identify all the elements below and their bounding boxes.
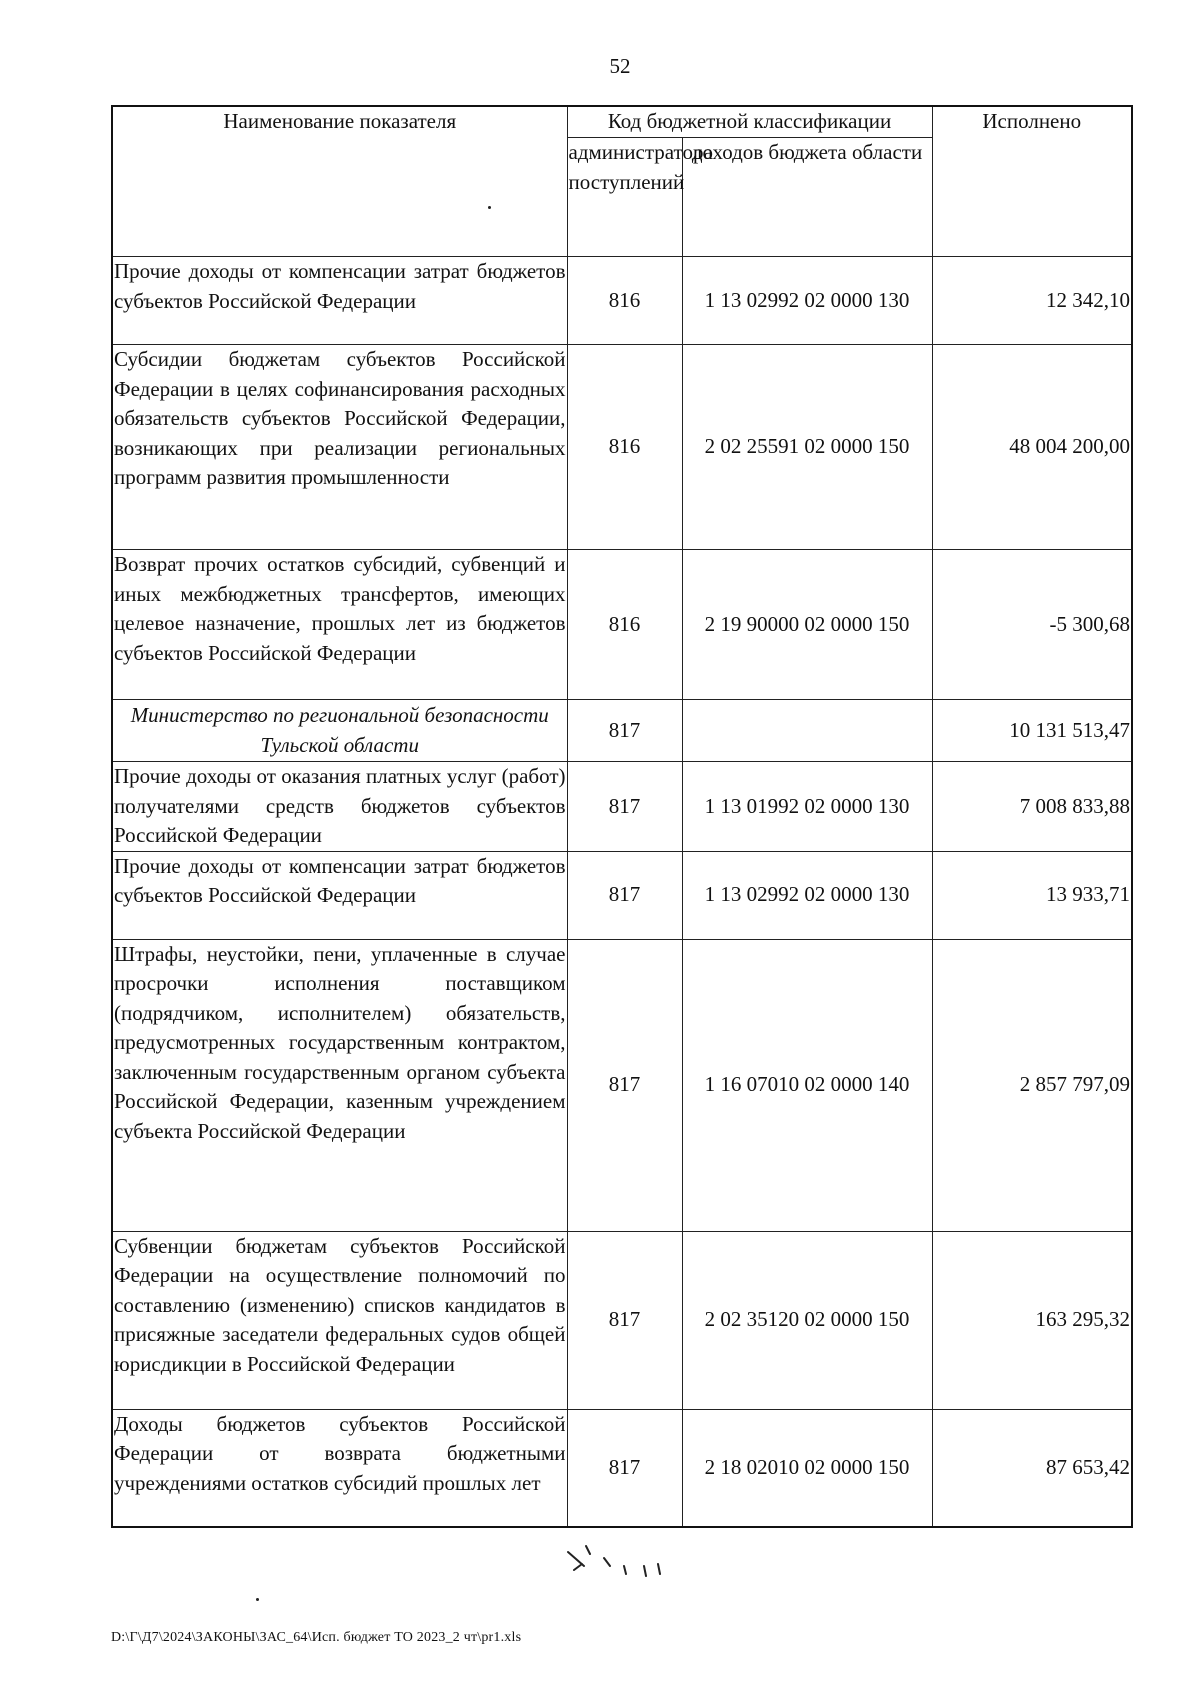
row-name: Субвенции бюджетам субъектов Российской Федерации на осуществление полномочий по составлению (изменению) списков кандидатов в присяжные заседатели федеральных судов общей юрисдикции в Российской Федерации [112,1231,567,1409]
row-amount: 163 295,32 [932,1231,1132,1409]
row-income-code: 1 13 02992 02 0000 130 [682,851,932,939]
row-admin-code: 817 [567,851,682,939]
row-admin-code: 816 [567,550,682,700]
row-admin-code: 816 [567,345,682,550]
row-income-code: 1 16 07010 02 0000 140 [682,939,932,1231]
row-amount: -5 300,68 [932,550,1132,700]
row-name: Доходы бюджетов субъектов Российской Федерации от возврата бюджетными учреждениями остатков субсидий прошлых лет [112,1409,567,1527]
row-income-code [682,700,932,762]
budget-table [111,105,1133,1528]
row-income-code: 2 18 02010 02 0000 150 [682,1409,932,1527]
header-admin: администратора поступлений [567,138,682,257]
header-executed: Исполнено [932,106,1132,257]
scan-speck [256,1598,259,1601]
table-row [112,851,1132,939]
row-admin-code: 817 [567,939,682,1231]
table-row [112,257,1132,345]
row-admin-code: 817 [567,700,682,762]
row-name: Штрафы, неустойки, пени, уплаченные в случае просрочки исполнения поставщиком (подрядчиком, исполнителем) обязательств, предусмотренных государственным контрактом, заключенным государственным органом субъекта Российской Федерации, казенным учреждением субъекта Российской Федерации [112,939,567,1231]
row-name: Министерство по региональной безопасности Тульской области [112,700,567,762]
row-admin-code: 816 [567,257,682,345]
table-row [112,1409,1132,1527]
row-admin-code: 817 [567,762,682,852]
row-amount: 87 653,42 [932,1409,1132,1527]
row-income-code: 2 19 90000 02 0000 150 [682,550,932,700]
row-amount: 13 933,71 [932,851,1132,939]
row-income-code: 1 13 02992 02 0000 130 [682,257,932,345]
header-income: доходов бюджета области [682,138,932,257]
table-row [112,762,1132,852]
row-name: Прочие доходы от компенсации затрат бюджетов субъектов Российской Федерации [112,851,567,939]
table-row [112,550,1132,700]
scan-speck [488,206,491,209]
table-row [112,939,1132,1231]
row-amount: 48 004 200,00 [932,345,1132,550]
row-amount: 7 008 833,88 [932,762,1132,852]
page-number: 52 [609,54,631,78]
table-row [112,1231,1132,1409]
row-admin-code: 817 [567,1409,682,1527]
row-income-code: 2 02 35120 02 0000 150 [682,1231,932,1409]
header-code-group: Код бюджетной классификации [567,106,932,138]
row-admin-code: 817 [567,1231,682,1409]
table-row-ministry [112,700,1132,762]
file-path: D:\Г\Д7\2024\ЗАКОНЫ\ЗАС_64\Исп. бюджет ТО 2023_2 чт\pr1.xls [111,1630,522,1645]
row-amount: 10 131 513,47 [932,700,1132,762]
row-income-code: 1 13 01992 02 0000 130 [682,762,932,852]
row-name: Прочие доходы от компенсации затрат бюджетов субъектов Российской Федерации [112,257,567,345]
row-amount: 2 857 797,09 [932,939,1132,1231]
row-amount: 12 342,10 [932,257,1132,345]
table-row [112,345,1132,550]
row-income-code: 2 02 25591 02 0000 150 [682,345,932,550]
row-name: Прочие доходы от оказания платных услуг (работ) получателями средств бюджетов субъектов Российской Федерации [112,762,567,852]
header-row [112,106,1132,138]
row-name: Субсидии бюджетам субъектов Российской Федерации в целях софинансирования расходных обязательств субъектов Российской Федерации, возникающих при реализации региональных программ развития промышленности [112,345,567,550]
handwritten-mark [560,1540,680,1590]
row-name: Возврат прочих остатков субсидий, субвенций и иных межбюджетных трансфертов, имеющих целевое назначение, прошлых лет из бюджетов субъектов Российской Федерации [112,550,567,700]
header-name: Наименование показателя [112,106,567,257]
